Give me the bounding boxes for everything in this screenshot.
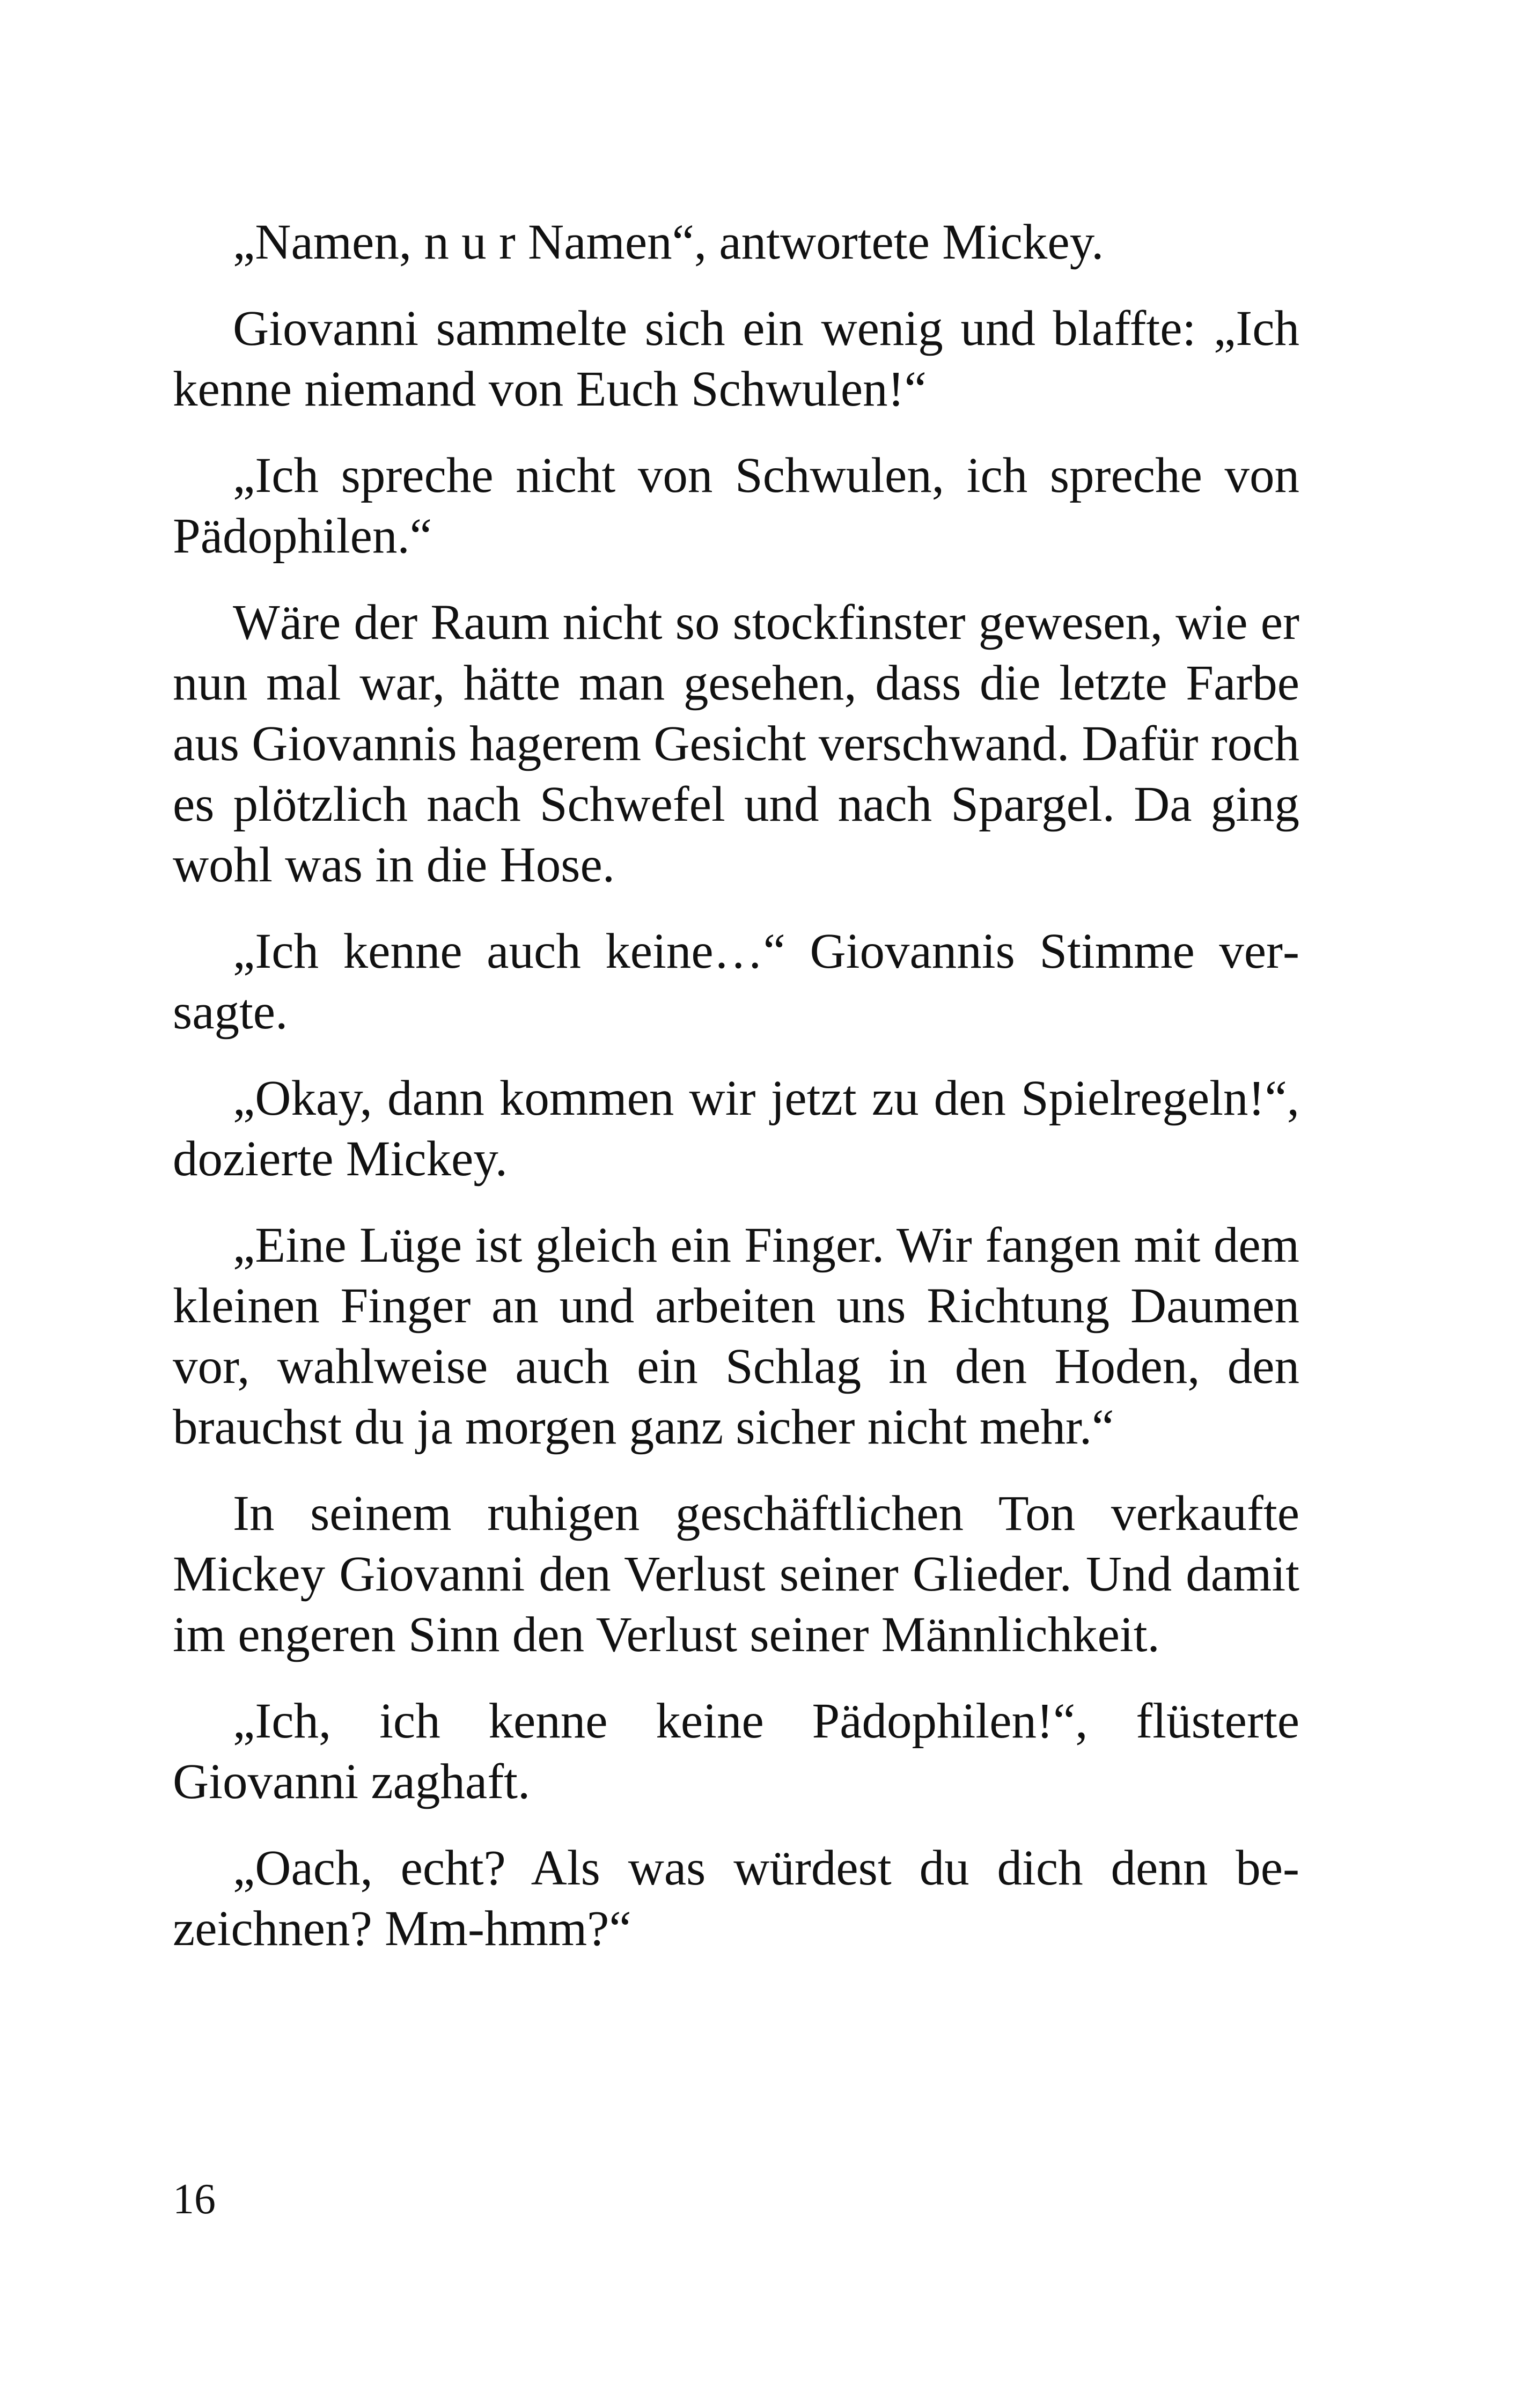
paragraph: „Okay, dann kommen wir jetzt zu den Spielregeln!“, dozierte Mickey.: [173, 1071, 1299, 1187]
paragraph: In seinem ruhigen geschäftlichen Ton verkaufte Mickey Giovanni den Verlust seiner Glieder. Und damit im engeren Sinn den Verlust seiner Männlichkeit.: [173, 1486, 1299, 1662]
paragraph: „Namen, n u r Namen“, antwortete Mickey.: [233, 215, 1104, 270]
paragraph: „Ich, ich kenne keine Pädophilen!“, flüsterte Giovanni zaghaft.: [173, 1693, 1299, 1809]
paragraph: Giovanni sammelte sich ein wenig und blaffte: „Ich kenne niemand von Euch Schwulen!“: [173, 301, 1299, 417]
paragraph: „Ich spreche nicht von Schwulen, ich spreche von Pädophilen.“: [173, 448, 1299, 564]
paragraph: „Ich kenne auch keine…“ Giovannis Stimme versagte.: [173, 924, 1299, 1040]
paragraph: Wäre der Raum nicht so stockfinster gewesen, wie er nun mal war, hätte man gesehen, dass die letzte Farbe aus Giovannis hagerem Gesicht verschwand. Dafür roch es plötzlich nach Schwefel und nach Spargel. Da ging wohl was in die Hose.: [173, 595, 1299, 893]
paragraph: „Oach, echt? Als was würdest du dich denn bezeichnen? Mm-hmm?“: [173, 1840, 1299, 1956]
paragraph: „Eine Lüge ist gleich ein Finger. Wir fangen mit dem kleinen Finger an und arbeiten uns Richtung Daumen vor, wahlweise auch ein Schlag in den Hoden, den brauchst du ja morgen ganz sicher nicht mehr.“: [173, 1218, 1299, 1455]
page-number: 16: [173, 2176, 216, 2223]
body-text: [173, 212, 1299, 1985]
